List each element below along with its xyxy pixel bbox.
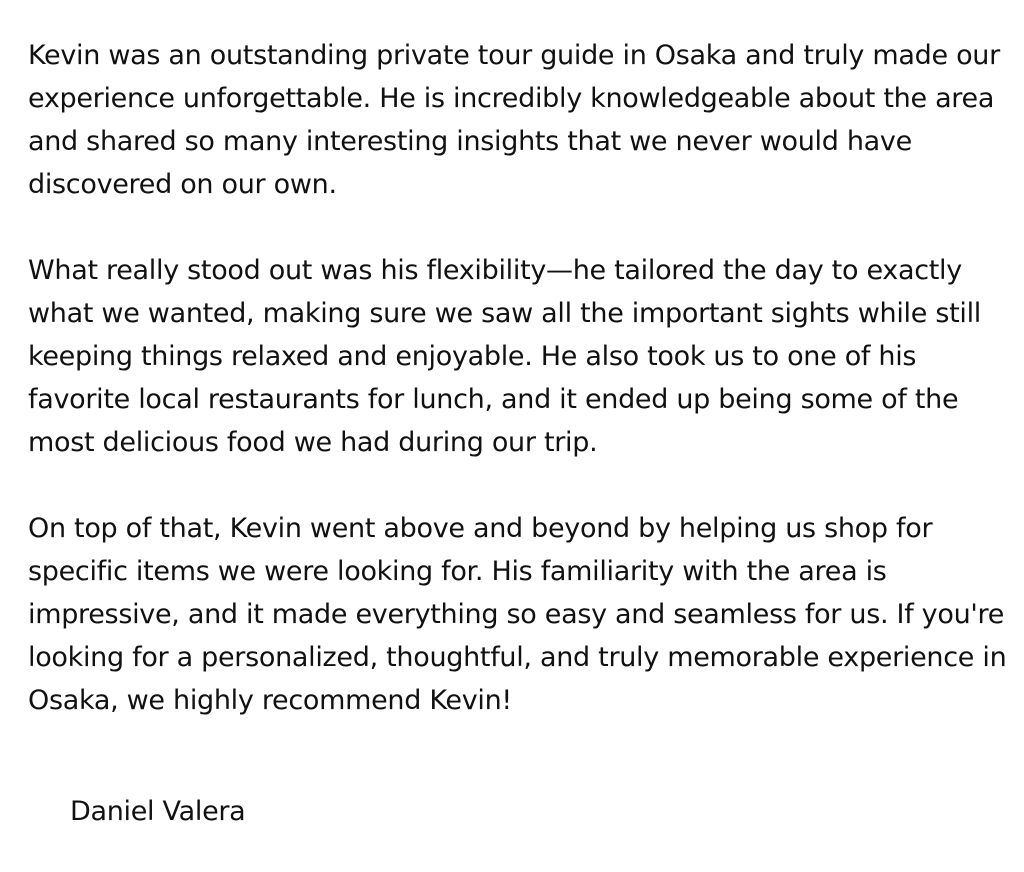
review-paragraph-3: On top of that, Kevin went above and beyond by helping us shop for specific items we were looking for. His familiarity with the area is impressive, and it made everything so easy and seamless for us. If you're looking for a personalized, thoughtful, and truly memorable experience in Osaka, we highly recommend Kevin! [28,513,1007,716]
review-body [28,34,1008,722]
review-paragraph-2: What really stood out was his flexibility—he tailored the day to exactly what we wanted, making sure we saw all the important sights while still keeping things relaxed and enjoyable. He also took us to one of his favorite local restaurants for lunch, and it ended up being some of the most delicious food we had during our trip. [28,255,981,458]
review-paragraph-1: Kevin was an outstanding private tour guide in Osaka and truly made our experience unforgettable. He is incredibly knowledgeable about the area and shared so many interesting insights that we never would have discovered on our own. [28,40,1000,200]
review-signature: Daniel Valera [70,796,246,827]
